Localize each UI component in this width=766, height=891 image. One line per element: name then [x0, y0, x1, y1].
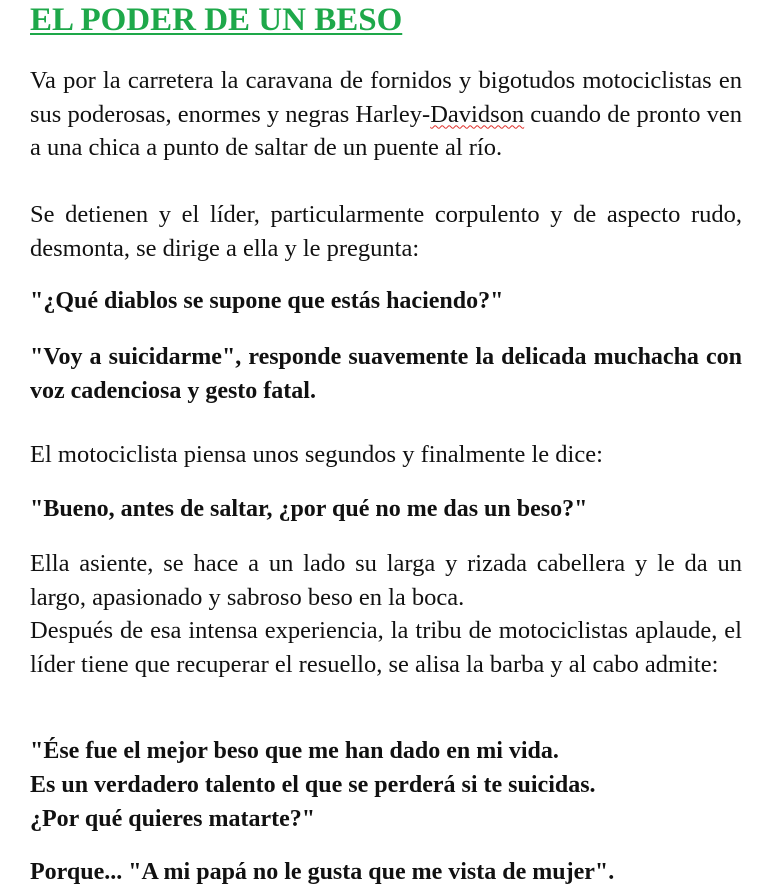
quote-best-kiss-line-2: Es un verdadero talento el que se perderá si te suicidas.	[30, 772, 596, 798]
quote-question: "¿Qué diablos se supone que estás haciendo?"	[30, 288, 504, 314]
quote-best-kiss-line-3: ¿Por qué quieres matarte?"	[30, 806, 316, 832]
quote-girl-reply: "Voy a suicidarme", responde suavemente la delicada muchacha con voz cadenciosa y gesto fatal.	[30, 344, 742, 404]
paragraph-applause: Después de esa intensa experiencia, la tribu de motociclistas aplaude, el líder tiene que recuperar el resuello, se alisa la barba y al cabo admite:	[30, 617, 742, 678]
paragraph-biker-thinks: El motociclista piensa unos segundos y finalmente le dice:	[30, 441, 603, 468]
quote-best-kiss-line-1: "Ése fue el mejor beso que me han dado en mi vida.	[30, 738, 559, 764]
quote-punchline: Porque... "A mi papá no le gusta que me vista de mujer".	[30, 859, 615, 885]
paragraph-leader: Se detienen y el líder, particularmente corpulento y de aspecto rudo, desmonta, se dirige a ella y le pregunta:	[30, 201, 742, 262]
paragraph-intro-text-a: Va por la carretera la caravana de fornidos y bigotudos motociclistas en sus poderosas, enormes y negras Harley-	[30, 67, 742, 128]
paragraph-intro-text-c: cuando de pronto ven a una chica a punto de saltar de un puente al río.	[30, 100, 742, 161]
quote-best-kiss	[30, 734, 742, 836]
paragraph-intro	[30, 64, 742, 165]
misspelled-word[interactable]: Davidson	[430, 100, 525, 128]
paragraph-kiss: Ella asiente, se hace a un lado su larga y rizada cabellera y le da un largo, apasionado y sabroso beso en la boca.	[30, 550, 742, 611]
document-title: EL PODER DE UN BESO	[30, 2, 403, 38]
quote-kiss-request: "Bueno, antes de saltar, ¿por qué no me das un beso?"	[30, 496, 588, 522]
